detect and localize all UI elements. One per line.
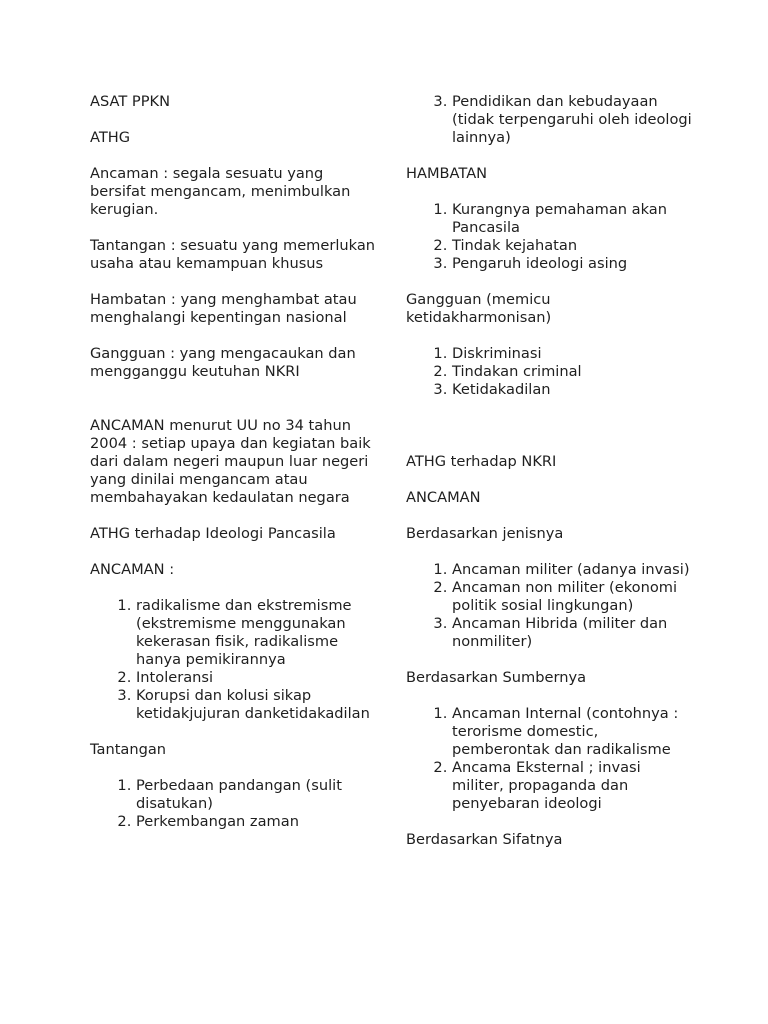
athg-nkri-heading: ATHG terhadap NKRI [406, 453, 557, 470]
list-item: 2. Ancama Eksternal ; invasi militer, propaganda dan penyebaran ideologi [452, 759, 696, 813]
list-item: 1. radikalisme dan ekstremisme (ekstremisme menggunakan kekerasan fisik, radikalisme hanya pemikirannya [136, 597, 380, 669]
sifat-heading: Berdasarkan Sifatnya [406, 831, 563, 848]
athg-ideologi-heading: ATHG terhadap Ideologi Pancasila [90, 525, 336, 542]
list-item: 3. Pendidikan dan kebudayaan (tidak terpengaruhi oleh ideologi lainnya) [452, 93, 696, 147]
list-item: 3. Korupsi dan kolusi sikap ketidakjujuran danketidakadilan [136, 687, 380, 723]
list-item: 1. Kurangnya pemahaman akan Pancasila [452, 201, 696, 237]
right-column [406, 93, 696, 867]
sumber-heading: Berdasarkan Sumbernya [406, 669, 587, 686]
jenis-list [406, 561, 696, 651]
list-item: 3. Pengaruh ideologi asing [452, 255, 696, 273]
ancaman-nkri-heading: ANCAMAN [406, 489, 481, 506]
hambatan-list [406, 201, 696, 273]
gangguan-heading: Gangguan (memicu ketidakharmonisan) [406, 291, 552, 326]
list-item: 2. Intoleransi [136, 669, 380, 687]
definition-hambatan: Hambatan : yang menghambat atau menghalangi kepentingan nasional [90, 291, 357, 326]
list-item: 2. Perkembangan zaman [136, 813, 380, 831]
tantangan-list-continued [406, 93, 696, 147]
tantangan-list [90, 777, 380, 831]
list-item: 1. Ancaman militer (adanya invasi) [452, 561, 696, 579]
ancaman-heading: ANCAMAN : [90, 561, 175, 578]
list-item: 1. Perbedaan pandangan (sulit disatukan) [136, 777, 380, 813]
left-column [90, 93, 380, 849]
list-item: 2. Tindakan criminal [452, 363, 696, 381]
jenis-heading: Berdasarkan jenisnya [406, 525, 564, 542]
list-item: 3. Ancaman Hibrida (militer dan nonmiliter) [452, 615, 696, 651]
list-item: 3. Ketidakadilan [452, 381, 696, 399]
ancaman-uu-paragraph: ANCAMAN menurut UU no 34 tahun 2004 : setiap upaya dan kegiatan baik dari dalam negeri maupun luar negeri yang dinilai mengancam atau membahayakan kedaulatan negara [90, 417, 371, 506]
ancaman-list [90, 597, 380, 723]
definition-gangguan: Gangguan : yang mengacaukan dan mengganggu keutuhan NKRI [90, 345, 356, 380]
definition-ancaman: Ancaman : segala sesuatu yang bersifat mengancam, menimbulkan kerugian. [90, 165, 351, 218]
document-title: ASAT PPKN [90, 93, 171, 110]
sumber-list [406, 705, 696, 813]
tantangan-heading: Tantangan [90, 741, 167, 758]
hambatan-heading: HAMBATAN [406, 165, 488, 182]
list-item: 2. Tindak kejahatan [452, 237, 696, 255]
document-subtitle: ATHG [90, 129, 131, 146]
list-item: 2. Ancaman non militer (ekonomi politik sosial lingkungan) [452, 579, 696, 615]
gangguan-list [406, 345, 696, 399]
list-item: 1. Ancaman Internal (contohnya : terorisme domestic, pemberontak dan radikalisme [452, 705, 696, 759]
list-item: 1. Diskriminasi [452, 345, 696, 363]
definition-tantangan: Tantangan : sesuatu yang memerlukan usaha atau kemampuan khusus [90, 237, 376, 272]
